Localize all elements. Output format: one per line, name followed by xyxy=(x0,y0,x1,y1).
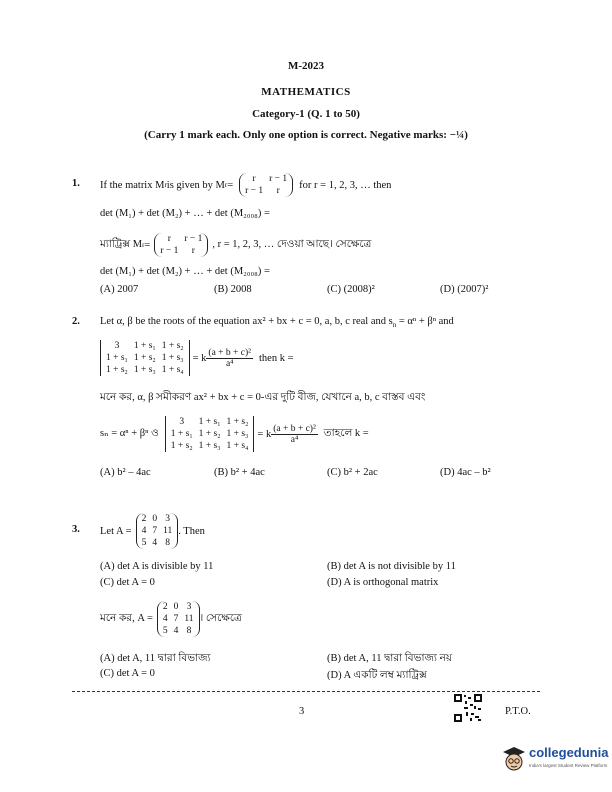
q1-text-mid: is given by M xyxy=(166,179,225,191)
q2-bn-determinant xyxy=(165,416,255,452)
q3-bn-option-b[interactable]: (B) det A, 11 দ্বারা বিভাজ্য নয় xyxy=(327,653,453,664)
matrix-cell: 5 xyxy=(141,538,147,548)
matrix-cell: 2 xyxy=(141,514,147,524)
q3-matrix xyxy=(136,513,179,549)
matrix-cell: 2 xyxy=(162,602,168,612)
matrix-cell: 4 xyxy=(162,614,168,624)
brand-name: collegedunia xyxy=(529,745,609,760)
q3-bn-let: মনে কর, A = xyxy=(100,612,153,624)
q2-sn-def: sₙ = αⁿ + βⁿ ও xyxy=(100,427,159,439)
det-cell: 1 + s₃ xyxy=(198,441,221,451)
brand-tagline: India's largest Student Review Platform xyxy=(529,763,608,768)
det-cell: 1 + s₄ xyxy=(226,441,249,451)
q1-text-post: for r = 1, 2, 3, … then xyxy=(299,179,392,191)
fraction-denominator: a⁴ xyxy=(290,434,299,445)
q1-bengali-statement xyxy=(100,228,371,262)
q2-fraction xyxy=(206,348,253,369)
matrix-cell: r xyxy=(252,174,256,184)
matrix-cell: 8 xyxy=(165,538,171,548)
matrix-cell: 11 xyxy=(163,526,173,536)
pto-label: P.T.O. xyxy=(505,706,531,717)
q1-bn-pre: ম্যাট্রিক্স M xyxy=(100,238,143,250)
q1-det-line: det (M₁) + det (M₂) + … + det (M₂₀₀₈) = xyxy=(100,208,270,219)
q1-bn-post: , r = 1, 2, 3, … দেওয়া আছে। সেক্ষেত্রে xyxy=(212,238,372,250)
matrix-cell: 7 xyxy=(152,526,158,536)
q1-statement xyxy=(100,168,391,202)
qr-code-icon xyxy=(453,693,483,723)
q3-option-a[interactable]: (A) det A is divisible by 11 xyxy=(100,561,214,572)
fraction-denominator: a⁴ xyxy=(225,358,234,369)
det-cell: 3 xyxy=(114,341,120,351)
det-cell: 1 + s₁ xyxy=(106,353,128,363)
matrix-cell: 5 xyxy=(162,626,168,636)
page-number: 3 xyxy=(299,706,305,717)
det-cell: 1 + s₁ xyxy=(170,429,193,439)
q3-bn-matrix xyxy=(157,601,200,637)
fraction-numerator: (a + b + c)² xyxy=(208,347,251,358)
q3-statement xyxy=(100,506,205,556)
matrix-cell: 3 xyxy=(186,602,192,612)
q2-then-k: then k = xyxy=(259,352,294,364)
q1-option-c[interactable]: (C) (2008)² xyxy=(327,284,375,295)
q2-determinant xyxy=(100,340,190,376)
det-cell: 1 + s₃ xyxy=(133,365,156,375)
det-cell: 1 + s₂ xyxy=(226,417,249,427)
q2-option-b[interactable]: (B) b² + 4ac xyxy=(214,467,265,478)
q3-bn-option-c[interactable]: (C) det A = 0 xyxy=(100,668,155,679)
det-cell: 1 + s₂ xyxy=(161,341,184,351)
det-cell: 1 + s₁ xyxy=(133,341,156,351)
det-cell: 1 + s₃ xyxy=(161,353,184,363)
exam-code: M-2023 xyxy=(287,60,325,72)
q2-eq-k: = k xyxy=(192,352,207,364)
q2-option-a[interactable]: (A) b² – 4ac xyxy=(100,467,151,478)
question-number: 2. xyxy=(72,316,80,327)
det-cell: 1 + s₂ xyxy=(106,365,128,375)
q1-matrix xyxy=(239,173,293,197)
matrix-cell: r xyxy=(276,186,280,196)
det-cell: 1 + s₂ xyxy=(198,429,221,439)
q3-option-b[interactable]: (B) det A is not divisible by 11 xyxy=(327,561,456,572)
matrix-cell: r − 1 xyxy=(160,246,179,256)
matrix-cell: r xyxy=(191,246,195,256)
question-number: 3. xyxy=(72,524,80,535)
det-cell: 1 + s₄ xyxy=(161,365,184,375)
q2-determinant-eq xyxy=(100,332,294,384)
q1-bn-eq: = xyxy=(144,239,151,251)
q1-option-a[interactable]: (A) 2007 xyxy=(100,284,139,295)
matrix-cell: 3 xyxy=(165,514,171,524)
q3-bengali-statement xyxy=(100,594,242,644)
matrix-cell: 8 xyxy=(186,626,192,636)
q1-det-line-2: det (M₁) + det (M₂) + … + det (M₂₀₀₈) = xyxy=(100,266,270,277)
matrix-cell: r − 1 xyxy=(245,186,264,196)
q2-bn-eq-k: = k xyxy=(257,428,272,440)
q1-bn-matrix xyxy=(154,233,208,257)
q2-text: Let α, β be the roots of the equation ax² + bx + c = 0, a, b, c real and s xyxy=(100,316,393,327)
det-cell: 1 + s₂ xyxy=(170,441,193,451)
matrix-cell: 0 xyxy=(173,602,179,612)
student-mascot-icon xyxy=(501,745,527,773)
brand-logo xyxy=(501,743,611,777)
q1-sub2: r xyxy=(224,181,228,189)
q2-sub: n xyxy=(392,321,397,330)
q1-text-eq: = xyxy=(227,179,234,191)
q3-let: Let A = xyxy=(100,525,132,537)
q2-text-post: = αⁿ + βⁿ and xyxy=(396,316,454,327)
question-number: 1. xyxy=(72,178,80,189)
instructions-line: (Carry 1 mark each. Only one option is correct. Negative marks: −¼) xyxy=(144,129,468,141)
det-cell: 1 + s₂ xyxy=(133,353,156,363)
q2-bn-fraction xyxy=(271,424,318,445)
footer-divider xyxy=(72,691,540,692)
q1-text-pre: If the matrix M xyxy=(100,179,165,191)
matrix-cell: 11 xyxy=(184,614,194,624)
matrix-cell: 7 xyxy=(173,614,179,624)
matrix-cell: 4 xyxy=(152,538,158,548)
q2-option-d[interactable]: (D) 4ac – b² xyxy=(440,467,491,478)
q2-bengali-line: মনে কর, α, β সমীকরণ ax² + bx + c = 0-এর দুটি বীজ, যেখানে a, b, c বাস্তব এবং xyxy=(100,392,426,403)
q1-option-d[interactable]: (D) (2007)² xyxy=(440,284,489,295)
det-cell: 3 xyxy=(179,417,185,427)
q2-bn-then: তাহলে k = xyxy=(323,427,369,439)
q1-bn-sub: r xyxy=(142,241,145,249)
matrix-cell: 4 xyxy=(173,626,179,636)
q3-bn-then: । সেক্ষেত্রে xyxy=(199,612,242,624)
q3-option-d[interactable]: (D) A is orthogonal matrix xyxy=(327,577,439,588)
det-cell: 1 + s₁ xyxy=(198,417,221,427)
q3-bn-option-d[interactable]: (D) A একটি লম্ব ম্যাট্রিক্স xyxy=(327,670,427,681)
q3-then: . Then xyxy=(178,525,205,537)
matrix-cell: 4 xyxy=(141,526,147,536)
category-line: Category-1 (Q. 1 to 50) xyxy=(252,108,360,120)
matrix-cell: r − 1 xyxy=(269,174,288,184)
matrix-cell: r − 1 xyxy=(184,234,203,244)
q2-bengali-eq xyxy=(100,408,369,460)
q3-bn-option-a[interactable]: (A) det A, 11 দ্বারা বিভাজ্য xyxy=(100,653,211,664)
q3-option-c[interactable]: (C) det A = 0 xyxy=(100,577,155,588)
fraction-numerator: (a + b + c)² xyxy=(273,423,316,434)
q2-option-c[interactable]: (C) b² + 2ac xyxy=(327,467,378,478)
matrix-cell: 0 xyxy=(152,514,158,524)
q2-statement xyxy=(100,316,454,329)
subject-title: MATHEMATICS xyxy=(261,86,351,98)
matrix-cell: r xyxy=(167,234,171,244)
q1-option-b[interactable]: (B) 2008 xyxy=(214,284,252,295)
q1-sub: r xyxy=(164,181,167,189)
det-cell: 1 + s₃ xyxy=(226,429,249,439)
